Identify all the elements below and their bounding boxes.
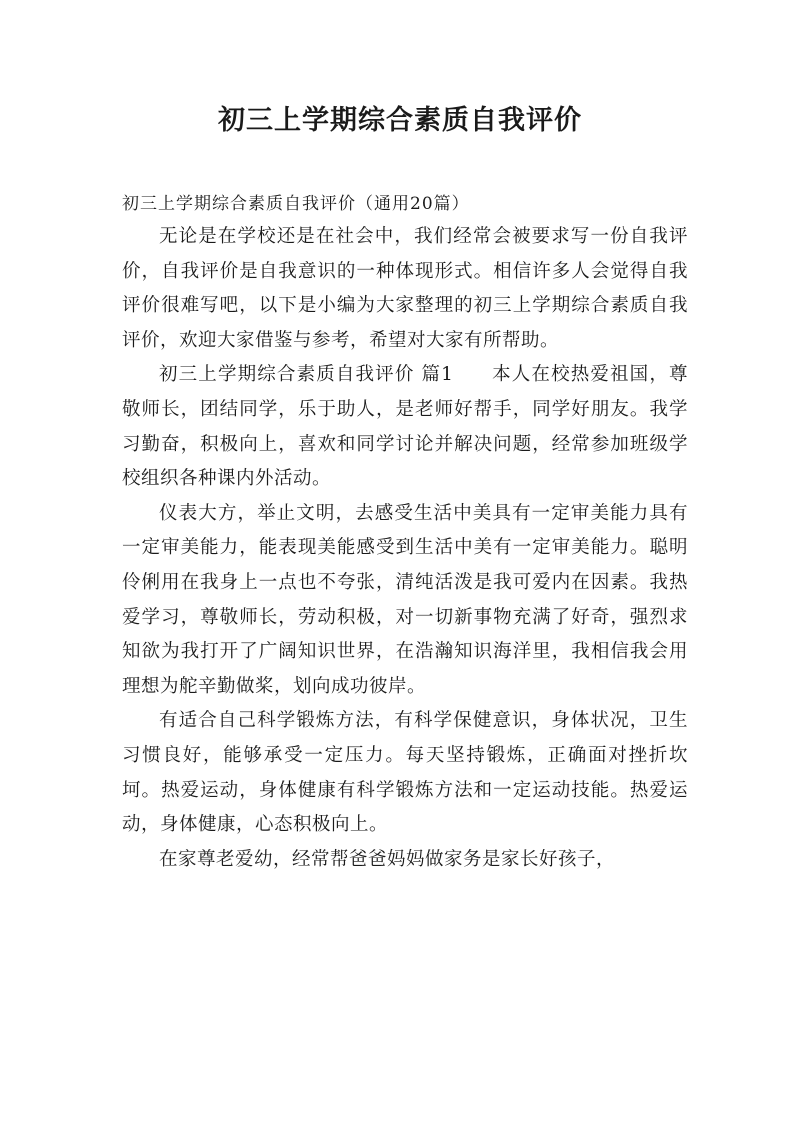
paragraph: 在家尊老爱幼，经常帮爸爸妈妈做家务是家长好孩子， (159, 848, 616, 870)
document-body (122, 188, 688, 877)
paragraph: 仪表大方，举止文明，去感受生活中美具有一定审美能力具有一定审美能力，能表现美能感受到生活中美有一定审美能力。聪明伶俐用在我身上一点也不夸张，清纯活泼是我可爱内在因素。我热爱学习，尊敬师长，劳动积极，对一切新事物充满了好奇，强烈求知欲为我打开了广阔知识世界，在浩瀚知识海洋里，我相信我会用理想为舵辛勤做桨，划向成功彼岸。 (122, 502, 688, 697)
paragraph-text: 本人在校热爱祖国，尊敬师长，团结同学，乐于助人，是老师好帮手，同学好朋友。我学习勤奋，积极向上，喜欢和同学讨论并解决问题，经常参加班级学校组织各种课内外活动。 (122, 364, 688, 490)
intro-paragraph: 无论是在学校还是在社会中，我们经常会被要求写一份自我评价，自我评价是自我意识的一种体现形式。相信许多人会觉得自我评价很难写吧，以下是小编为大家整理的初三上学期综合素质自我评价，欢迎大家借鉴与参考，希望对大家有所帮助。 (122, 226, 688, 351)
document-title: 初三上学期综合素质自我评价 (218, 105, 582, 136)
section-1-paragraph (122, 358, 688, 496)
document-subtitle: 初三上学期综合素质自我评价（通用20篇） (122, 194, 470, 214)
paragraph: 有适合自己科学锻炼方法，有科学保健意识，身体状况，卫生习惯良好，能够承受一定压力。每天坚持锻炼，正确面对挫折坎坷。热爱运动，身体健康有科学锻炼方法和一定运动技能。热爱运动，身体健康，心态积极向上。 (122, 710, 688, 836)
section-heading: 初三上学期综合素质自我评价 篇1 (159, 364, 454, 386)
